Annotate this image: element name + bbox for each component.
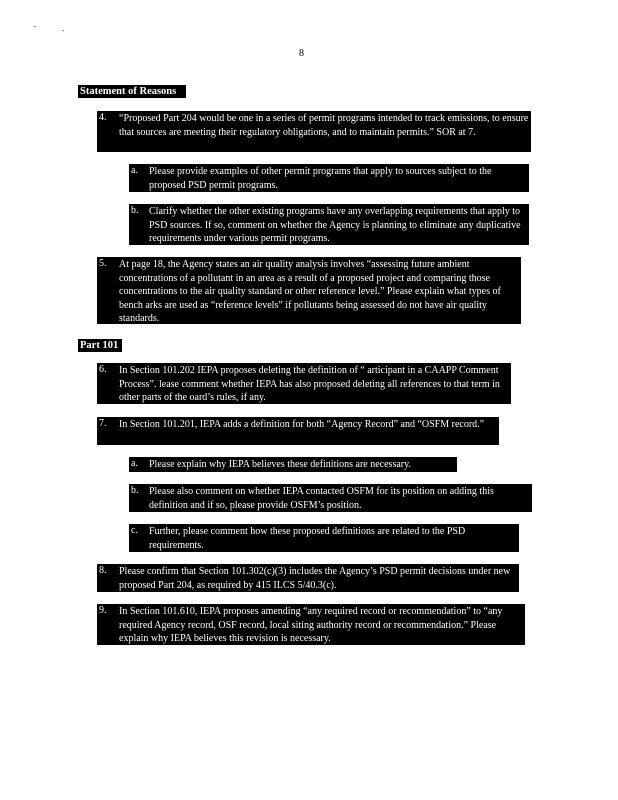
question-number: a. <box>131 458 138 469</box>
text-cursor <box>117 117 119 145</box>
question-4b <box>129 204 529 245</box>
question-5 <box>97 257 521 324</box>
question-text: Please provide examples of other permit programs that apply to sources subject to the proposed PSD permit programs. <box>149 166 492 191</box>
statement-of-reasons-heading: Statement of Reasons <box>78 85 186 98</box>
question-6 <box>97 363 511 404</box>
question-text: Please confirm that Section 101.302(c)(3) includes the Agency’s PSD permit decisions under new proposed Part 204, as required by 415 ILCS 5/40.3(c). <box>119 566 511 591</box>
question-8 <box>97 564 519 592</box>
question-9 <box>97 604 525 645</box>
question-7c <box>129 524 519 552</box>
question-number: c. <box>131 525 138 536</box>
question-4 <box>97 111 531 152</box>
question-text: Please also comment on whether IEPA contacted OSFM for its position on adding this definition and if so, please provide OSFM’s position. <box>149 486 494 511</box>
question-number: 7. <box>99 418 107 429</box>
page-number: 8 <box>299 48 304 59</box>
question-number: 6. <box>99 364 107 375</box>
question-number: 8. <box>99 565 107 576</box>
question-text: In Section 101.201, IEPA adds a definition for both “Agency Record” and “OSFM record.” <box>119 419 485 430</box>
question-text: Further, please comment how these proposed definitions are related to the PSD requirements. <box>149 526 466 551</box>
question-text: In Section 101.202 IEPA proposes deleting the definition of “ articipant in a CAAPP Comment Process”. lease comment whether IEPA has also proposed deleting all references to that term in other parts of the oard’s rules, if any. <box>119 365 500 403</box>
question-number: b. <box>131 205 139 216</box>
question-number: a. <box>131 165 138 176</box>
question-text: In Section 101.610, IEPA proposes amending “any required record or recommendation” to “any required Agency record, OSF record, local siting authority record or recommendation.” Please explain why IEPA believes this revision is necessary. <box>119 606 503 644</box>
question-number: 5. <box>99 258 107 269</box>
question-4a <box>129 164 529 192</box>
question-number: b. <box>131 485 139 496</box>
question-7 <box>97 417 499 445</box>
question-number: 4. <box>99 112 107 123</box>
question-7a <box>129 457 457 472</box>
question-7b <box>129 484 532 512</box>
question-text: At page 18, the Agency states an air quality analysis involves “assessing future ambient concentrations of a pollutant in an area as a result of a proposed project and comparing those concentrations to the air quality standard or other reference level.” Please explain what types of bench arks are used as “reference levels” if pollutants being assessed do not have air quality standards. <box>119 259 501 324</box>
question-number: 9. <box>99 605 107 616</box>
question-text: Clarify whether the other existing programs have any overlapping requirements that apply to PSD sources. If so, comment on whether the Agency is planning to eliminate any duplicative requirements under various permit programs. <box>149 206 521 244</box>
question-text: “Proposed Part 204 would be one in a series of permit programs intended to track emissions, to ensure that sources are meeting their regulatory obligations, and to maintain permits.” SOR at 7. <box>119 113 529 138</box>
question-text: Please explain why IEPA believes these definitions are necessary. <box>149 459 411 470</box>
part-101-heading: Part 101 <box>78 339 122 352</box>
